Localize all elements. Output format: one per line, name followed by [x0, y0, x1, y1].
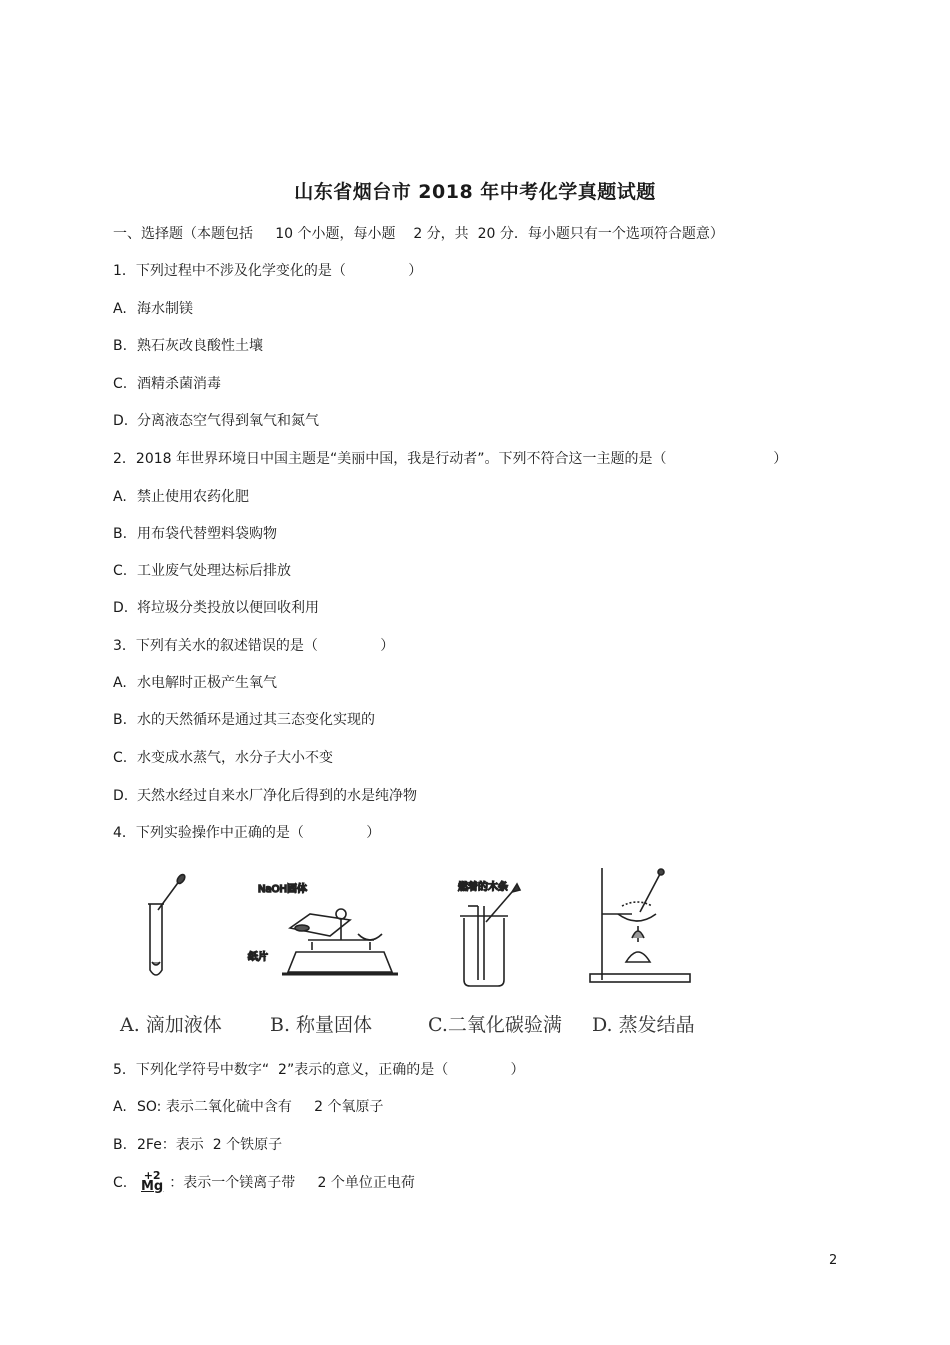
charge-label: +2	[143, 1169, 161, 1182]
q3-option-d	[113, 787, 417, 805]
option-text: 2Fe：表示 2 个铁原子	[137, 1137, 283, 1153]
burning-stick-label: 燃着的木条	[458, 882, 508, 893]
q1-stem: 1．下列过程中不涉及化学变化的是（ ）	[113, 263, 423, 279]
caption-b: B. 称量固体	[270, 1014, 373, 1036]
test-tube-dropper-drawing	[148, 873, 186, 975]
q1-option-a	[113, 300, 193, 318]
evaporation-stand-drawing	[590, 868, 690, 982]
q4-figure	[112, 862, 712, 1047]
option-letter: C.	[113, 376, 128, 392]
page-number: 2	[829, 1253, 838, 1268]
q5-option-a	[113, 1098, 383, 1116]
q1-option-c	[113, 375, 221, 393]
option-letter: D.	[113, 600, 129, 616]
q2-option-d	[113, 599, 319, 617]
q3-option-c	[113, 749, 333, 767]
q5-stem: 5．下列化学符号中数字“ 2”表示的意义，正确的是（ ）	[113, 1062, 525, 1078]
option-letter: D.	[113, 788, 129, 804]
gas-jar-drawing	[458, 880, 520, 986]
option-text: ：表示一个镁离子带 2 个单位正电荷	[169, 1175, 415, 1191]
option-letter: B.	[113, 526, 128, 542]
q1-option-d	[113, 412, 319, 430]
option-text: 表示二氧化硫中含有 2 个氧原子	[165, 1099, 384, 1115]
option-letter: C.	[113, 750, 128, 766]
option-text: 水变成水蒸气，水分子大小不变	[137, 750, 333, 766]
caption-c: C.二氧化碳验满	[428, 1014, 562, 1036]
section-heading: 一、选择题（本题包括 10 个小题，每小题 2 分，共 20 分．每小题只有一个选项符合题意）	[113, 226, 724, 242]
option-letter: C.	[113, 563, 128, 579]
option-text: 分离液态空气得到氧气和氮气	[137, 413, 319, 429]
option-text: 水电解时正极产生氧气	[137, 675, 277, 691]
q2-option-c	[113, 562, 291, 580]
option-text: 禁止使用农药化肥	[137, 489, 249, 505]
option-text: 将垃圾分类投放以便回收利用	[137, 600, 319, 616]
q3-stem: 3．下列有关水的叙述错误的是（ ）	[113, 638, 395, 654]
option-letter: A.	[113, 301, 127, 317]
option-text: 天然水经过自来水厂净化后得到的水是纯净物	[137, 788, 417, 804]
option-text: 酒精杀菌消毒	[137, 376, 221, 392]
q2-option-b	[113, 525, 277, 543]
q5-option-b	[113, 1136, 282, 1154]
q3-option-b	[113, 711, 375, 729]
option-text: 熟石灰改良酸性土壤	[137, 338, 263, 354]
caption-d: D. 蒸发结晶	[592, 1014, 695, 1036]
option-letter: B.	[113, 712, 128, 728]
q5-option-c	[113, 1169, 415, 1194]
option-letter: A.	[113, 675, 127, 691]
paper-label: 纸片	[248, 952, 268, 963]
balance-drawing	[248, 882, 398, 974]
option-letter: A.	[113, 489, 127, 505]
option-letter: B.	[113, 338, 128, 354]
q4-stem: 4．下列实验操作中正确的是（ ）	[113, 825, 381, 841]
formula-text: SO:	[137, 1099, 162, 1115]
naoh-label: NaOH固体	[258, 884, 307, 895]
page-title: 山东省烟台市 2018 年中考化学真题试题	[294, 181, 656, 203]
option-letter: D.	[113, 413, 129, 429]
option-letter: C.	[113, 1175, 128, 1191]
caption-a: A. 滴加液体	[120, 1014, 222, 1036]
magnesium-valence-symbol	[141, 1170, 163, 1192]
element-symbol: Mg	[141, 1179, 164, 1194]
q2-option-a	[113, 488, 249, 506]
option-text: 海水制镁	[137, 301, 193, 317]
q3-option-a	[113, 674, 277, 692]
q1-option-b	[113, 337, 263, 355]
q2-stem: 2．2018 年世界环境日中国主题是“美丽中国，我是行动者”。下列不符合这一主题的是（ ）	[113, 451, 788, 467]
option-text: 用布袋代替塑料袋购物	[137, 526, 277, 542]
option-letter: B.	[113, 1137, 128, 1153]
option-letter: A.	[113, 1099, 127, 1115]
lab-apparatus-illustration	[112, 862, 712, 1012]
option-text: 工业废气处理达标后排放	[137, 563, 291, 579]
option-text: 水的天然循环是通过其三态变化实现的	[137, 712, 375, 728]
